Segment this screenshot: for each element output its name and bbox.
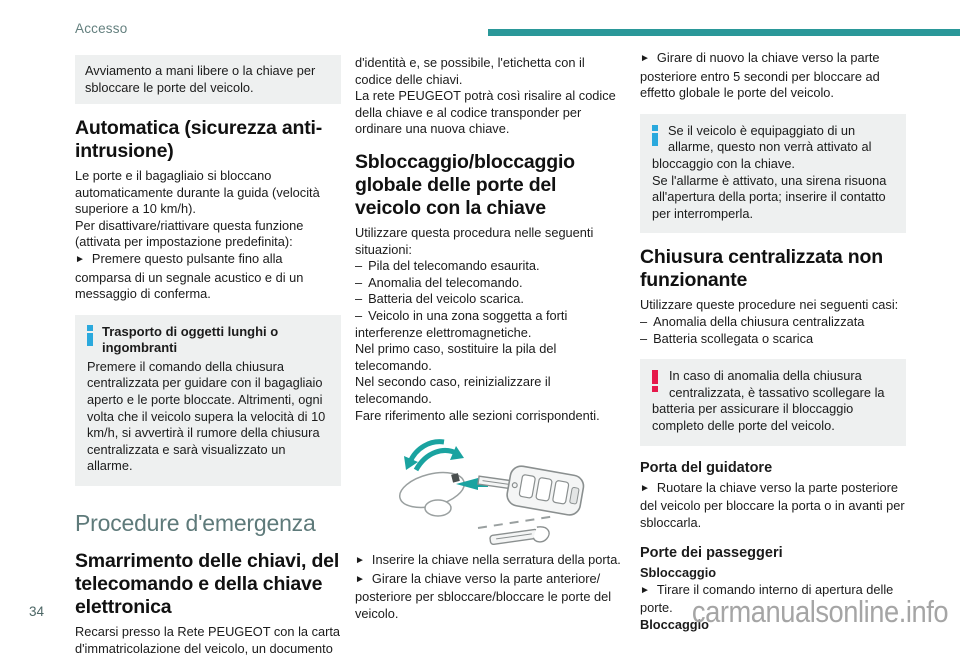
instruction-text: Tirare il comando interno di apertura delle porte. <box>640 581 894 616</box>
column-3 <box>640 50 906 634</box>
heading-automatica: Automatica (sicurezza anti-intrusione) <box>75 117 323 162</box>
bullet-arrow-icon: ► <box>355 573 365 585</box>
column-2 <box>355 55 621 622</box>
dash-glyph: – <box>640 330 648 346</box>
paragraph: Fare riferimento alle sezioni corrispondenti. <box>355 407 600 423</box>
list-item-text: Anomalia del telecomando. <box>368 274 523 290</box>
info-box-transport <box>75 315 341 486</box>
instruction-text: Inserire la chiave nella serratura della porta. <box>371 552 621 568</box>
instruction-step <box>75 251 341 303</box>
list-item <box>640 314 906 331</box>
list-item-text: Batteria scollegata o scarica <box>653 330 814 346</box>
paragraph: Nel secondo caso, reinizializzare il telecomando. <box>355 374 551 406</box>
list-item-text: Pila del telecomando esaurita. <box>368 258 540 274</box>
paragraph: d'identità e, se possibile, l'etichetta con il codice delle chiavi. <box>355 55 585 87</box>
column-1 <box>75 55 341 657</box>
heading-smarrimento: Smarrimento delle chiavi, del telecomando e della chiave elettronica <box>75 549 340 618</box>
list-item-text: Veicolo in una zona soggetta a forti interferenze elettromagnetiche. <box>355 307 568 340</box>
highlight-box: Avviamento a mani libere o la chiave per sbloccare le porte del veicolo. <box>75 55 341 104</box>
warning-icon <box>652 370 658 392</box>
list-item-text: Anomalia della chiusura centralizzata <box>653 313 865 329</box>
instruction-step <box>640 50 906 102</box>
list-item <box>355 258 621 275</box>
instruction-step <box>355 552 621 571</box>
key-illustration <box>386 434 590 546</box>
paragraph: Nel primo caso, sostituire la pila del telecomando. <box>355 341 557 373</box>
paragraph: Per disattivare/riattivare questa funzione (attivata per impostazione predefinita): <box>75 217 304 250</box>
bullet-arrow-icon: ► <box>355 555 365 567</box>
dash-glyph: – <box>640 313 648 329</box>
list-item <box>640 331 906 348</box>
bold-label-bloccaggio: Bloccaggio <box>640 617 709 633</box>
warning-box <box>640 359 906 445</box>
bullet-arrow-icon: ► <box>75 253 85 265</box>
heading-chiusura: Chiusura centralizzata non funzionante <box>640 246 883 292</box>
list-item <box>355 275 621 292</box>
subheading-porta-guidatore: Porta del guidatore <box>640 459 773 476</box>
info-box-alarm <box>640 114 906 234</box>
header-accent-bar <box>488 29 960 36</box>
heading-sbloccaggio: Sbloccaggio/bloccaggio globale delle porte del veicolo con la chiave <box>355 150 575 219</box>
warning-box-body: In caso di anomalia della chiusura centralizzata, è tassativo scollegare la batteria per assicurare il bloccaggio completo delle porte del veicolo. <box>652 368 885 433</box>
bold-label-sbloccaggio: Sbloccaggio <box>640 565 717 581</box>
watermark: carmanualsonline.info <box>691 594 948 629</box>
list-item-text: Batteria del veicolo scarica. <box>368 291 524 307</box>
subheading-porte-passeggeri: Porte dei passeggeri <box>640 545 783 562</box>
info-icon <box>87 325 93 357</box>
dash-glyph: – <box>355 291 363 307</box>
info-box-title: Trasporto di oggetti lunghi o ingombranti <box>102 323 279 356</box>
paragraph: Utilizzare queste procedure nei seguenti casi: <box>640 297 899 313</box>
dash-glyph: – <box>355 307 363 323</box>
paragraph: Le porte e il bagagliaio si bloccano automaticamente durante la guida (velocità superiore a 10 km/h). <box>75 168 320 217</box>
instruction-text: Premere questo pulsante fino alla comparsa di un segnale acustico e di un messaggio di conferma. <box>75 250 304 302</box>
info-icon <box>652 125 658 146</box>
dash-glyph: – <box>355 274 363 290</box>
dash-glyph: – <box>355 258 363 274</box>
paragraph: La rete PEUGEOT potrà così risalire al codice della chiave e al codice transponder per ordinare una nuova chiave. <box>355 88 616 137</box>
instruction-text: Girare la chiave verso la parte anteriore/ posteriore per sbloccare/bloccare le porte del veicolo. <box>355 570 612 621</box>
info-box-body: Premere il comando della chiusura centralizzata per guidare con il bagagliaio aperto e le porte bloccate. Altrimenti, ogni volta che il veicolo supera la velocità di 10 km/h, si avvertirà il rumore della chiusura centralizzata e sarà visualizzato un allarme. <box>87 358 326 474</box>
instruction-text: Ruotare la chiave verso la parte posteriore del veicolo per bloccare la porta o in avanti per sbloccarla. <box>640 479 905 530</box>
info-box-body: Se l'allarme è attivato, una sirena risuona all'apertura della porta; inserire il contatto per interromperla. <box>652 172 887 221</box>
section-heading-emergenza: Procedure d'emergenza <box>75 509 316 536</box>
paragraph: Utilizzare questa procedura nelle seguenti situazioni: <box>355 224 594 257</box>
bullet-arrow-icon: ► <box>640 53 650 64</box>
paragraph: Recarsi presso la Rete PEUGEOT con la carta d'immatricolazione del veicolo, un documento <box>75 623 341 656</box>
chapter-label: Accesso <box>75 21 128 36</box>
bullet-arrow-icon: ► <box>640 584 650 596</box>
bullet-arrow-icon: ► <box>640 482 650 494</box>
instruction-text: Girare di nuovo la chiave verso la parte posteriore entro 5 secondi per bloccare ad effetto globale le porte del veicolo. <box>640 50 880 101</box>
list-item <box>355 291 621 308</box>
instruction-step <box>355 571 621 623</box>
list-item <box>355 308 621 341</box>
instruction-step <box>640 480 906 532</box>
page-number: 34 <box>29 604 45 619</box>
info-box-body: Se il veicolo è equipaggiato di un allarme, questo non verrà attivato al bloccaggio con la chiave. <box>652 122 872 171</box>
